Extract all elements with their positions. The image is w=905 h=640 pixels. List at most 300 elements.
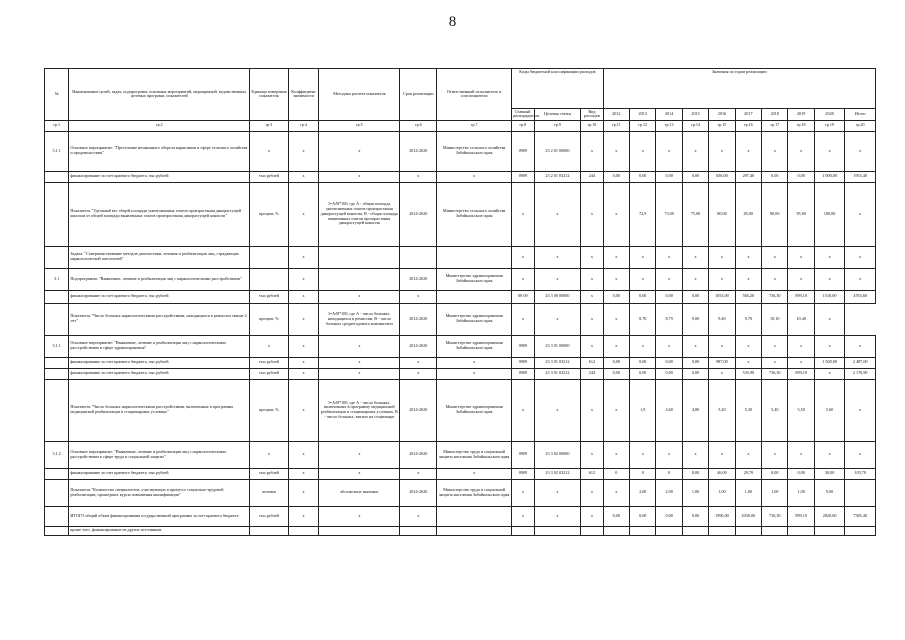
table-cell: 100,00 xyxy=(814,182,844,246)
table-cell: 2014-2020 xyxy=(400,379,437,441)
table-cell: х xyxy=(400,506,437,526)
table-cell: х xyxy=(630,131,656,171)
header-row xyxy=(45,69,876,109)
header-period: Срок реализации xyxy=(400,69,437,121)
table-cell: 0909 xyxy=(512,131,534,171)
table-row xyxy=(45,506,876,526)
table-cell: 899,10 xyxy=(788,368,814,379)
table-cell: 0,00 xyxy=(656,290,682,303)
table-cell: 612 xyxy=(581,357,603,368)
table-cell: 5,50 xyxy=(788,379,814,441)
table-row xyxy=(45,290,876,303)
table-cell: х xyxy=(319,441,400,468)
table-cell: 2 170,90 xyxy=(845,368,876,379)
table-cell: 73,00 xyxy=(656,182,682,246)
table-cell: х xyxy=(845,268,876,290)
column-number-cell: гр.5 xyxy=(319,120,400,131)
table-cell: х xyxy=(319,357,400,368)
table-cell: 3.1.1 xyxy=(45,131,69,171)
table-cell: х xyxy=(735,131,761,171)
table-cell xyxy=(45,246,69,268)
table-cell: Министерство труда и социальной защиты населения Забайкальского края xyxy=(437,441,512,468)
table-cell: х xyxy=(709,131,735,171)
table-cell: 3.1.2 xyxy=(45,441,69,468)
table-cell: 0,00 xyxy=(603,506,629,526)
table-cell xyxy=(735,526,761,535)
header-year: 2019 xyxy=(788,109,814,121)
table-row xyxy=(45,131,876,171)
table-cell: 23 3 02 00000 xyxy=(534,441,581,468)
table-cell: х xyxy=(512,246,534,268)
table-cell: х xyxy=(581,506,603,526)
table-row xyxy=(45,357,876,368)
table-cell xyxy=(581,526,603,535)
table-cell: 0 xyxy=(630,468,656,479)
table-cell: х xyxy=(400,357,437,368)
table-cell: 1990,00 xyxy=(709,506,735,526)
table-cell: х xyxy=(735,357,761,368)
table-cell: х xyxy=(762,246,788,268)
table-cell: х xyxy=(581,268,603,290)
table-cell: 612 xyxy=(581,468,603,479)
table-cell: х xyxy=(656,441,682,468)
table-cell: 0909 xyxy=(512,171,534,182)
table-cell xyxy=(45,182,69,246)
table-cell: х xyxy=(682,335,708,357)
row-name-cell: кроме того, финансирование из других источников: xyxy=(69,526,250,535)
header-year: 2016 xyxy=(709,109,735,121)
page-number: 8 xyxy=(448,14,457,30)
table-cell: 0,00 xyxy=(788,171,814,182)
table-cell: х xyxy=(709,368,735,379)
table-cell: х xyxy=(656,246,682,268)
table-cell: х xyxy=(581,182,603,246)
table-cell: х xyxy=(682,441,708,468)
column-number-row xyxy=(45,120,876,131)
table-cell: 2,00 xyxy=(656,479,682,506)
table-cell: х xyxy=(788,441,814,468)
table-cell: х xyxy=(319,290,400,303)
row-name-cell: Показатель "Удельный вес общей площади уничтоженных очагов произрастания дикорастущей конопли от общей площади выявленных очагов произрастания дикорастущей конопли" xyxy=(69,182,250,246)
table-cell: х xyxy=(682,131,708,171)
table-cell: 8,79 xyxy=(656,303,682,335)
table-cell: х xyxy=(288,171,318,182)
header-code-col: Вид расходов xyxy=(581,109,603,121)
table-cell: х xyxy=(534,479,581,506)
table-cell xyxy=(656,526,682,535)
table-cell: х xyxy=(630,268,656,290)
header-year: 2017 xyxy=(735,109,761,121)
column-number-cell: гр.4 xyxy=(288,120,318,131)
table-cell: х xyxy=(788,335,814,357)
table-cell xyxy=(319,526,400,535)
table-cell: х xyxy=(603,335,629,357)
row-name-cell: Показатель "Число больных наркологическими расстройствами, включенных в программы медицинской реабилитации в стационарных условиях" xyxy=(69,379,250,441)
table-cell: 5,30 xyxy=(735,379,761,441)
table-cell: тыс.рублей xyxy=(250,368,289,379)
table-cell: х xyxy=(735,335,761,357)
table-cell xyxy=(630,526,656,535)
table-cell: 987,00 xyxy=(709,357,735,368)
column-number-cell: гр.1 xyxy=(45,120,69,131)
table-cell: х xyxy=(682,268,708,290)
table-cell: х xyxy=(512,268,534,290)
header-total: Итого xyxy=(845,109,876,121)
table-cell: 08 09 xyxy=(512,290,534,303)
column-number-cell: гр.18 xyxy=(788,120,814,131)
table-cell: 10,40 xyxy=(788,303,814,335)
table-cell: х xyxy=(845,441,876,468)
header-codes-group: Коды бюджетной классификации расходов xyxy=(512,69,603,109)
table-cell: х xyxy=(814,441,844,468)
table-cell xyxy=(45,479,69,506)
column-number-cell: гр.14 xyxy=(682,120,708,131)
table-cell: I=A/B*100, где А - число больных, находящихся в ремиссии, В - число больных среднегодового контингента xyxy=(319,303,400,335)
table-cell: 10,10 xyxy=(762,303,788,335)
header-year: 2014 xyxy=(656,109,682,121)
row-name-cell: финансирование за счет краевого бюджета, тыс.рублей xyxy=(69,290,250,303)
table-cell xyxy=(45,468,69,479)
table-cell: х xyxy=(288,131,318,171)
table-cell xyxy=(45,526,69,535)
table-cell: х xyxy=(735,441,761,468)
table-cell: 23 3 00 00000 xyxy=(534,290,581,303)
table-cell xyxy=(400,246,437,268)
table-cell: х xyxy=(762,335,788,357)
table-cell: 1953,40 xyxy=(845,171,876,182)
table-cell: 2014-2020 xyxy=(400,479,437,506)
table-cell: 2014-2020 xyxy=(400,441,437,468)
table-cell: 3.1.1 xyxy=(45,335,69,357)
table-cell: 0909 xyxy=(512,468,534,479)
table-cell: х xyxy=(288,246,318,268)
column-number-cell: гр.8 xyxy=(512,120,534,131)
table-cell: х xyxy=(735,268,761,290)
row-name-cell: Показатель "Количество специалистов, участвующих в процессе социально-трудовой реабилитации, прошедших курсы повышения квалификации" xyxy=(69,479,250,506)
table-cell: Министерство здравоохранения Забайкальского края xyxy=(437,335,512,357)
column-number-cell: гр.2 xyxy=(69,120,250,131)
table-cell: х xyxy=(319,335,400,357)
table-cell: 297,40 xyxy=(735,171,761,182)
table-cell: х xyxy=(288,303,318,335)
table-cell: х xyxy=(630,441,656,468)
table-cell: х xyxy=(762,357,788,368)
table-cell: 23 3 01 00000 xyxy=(534,335,581,357)
table-cell: х xyxy=(288,506,318,526)
table-cell: 0,00 xyxy=(630,171,656,182)
table-cell: 0,00 xyxy=(603,357,629,368)
table-cell: х xyxy=(656,268,682,290)
table-cell: 9,70 xyxy=(735,303,761,335)
table-cell xyxy=(845,526,876,535)
table-cell: 9,00 xyxy=(682,303,708,335)
table-cell: 1053,00 xyxy=(709,290,735,303)
table-cell: 2,00 xyxy=(630,479,656,506)
table-cell: 1,00 xyxy=(709,479,735,506)
table-cell: 0,00 xyxy=(682,368,708,379)
row-name-cell: Основное мероприятие: "Пресечение незаконного оборота наркотиков в сфере сельского хозяйства и продовольствия" xyxy=(69,131,250,171)
table-cell: 1,9 xyxy=(630,379,656,441)
table-cell: х xyxy=(437,357,512,368)
table-cell: 0,00 xyxy=(656,357,682,368)
header-year: 2018 xyxy=(762,109,788,121)
table-cell: х xyxy=(288,479,318,506)
table-cell: х xyxy=(581,479,603,506)
table-cell: 656,00 xyxy=(709,171,735,182)
table-cell: х xyxy=(630,335,656,357)
table-cell: х xyxy=(630,246,656,268)
program-table xyxy=(44,68,876,536)
row-name-cell: ИТОГО общий объем финансирования государственной программы за счет краевого бюджета xyxy=(69,506,250,526)
row-name-cell: финансирование за счет краевого бюджета, тыс.рублей xyxy=(69,368,250,379)
table-cell xyxy=(762,526,788,535)
table-cell: 9,00 xyxy=(814,479,844,506)
header-coef: Коэффициент значимости xyxy=(288,69,318,121)
table-cell: 0 xyxy=(656,468,682,479)
table-cell: 5,20 xyxy=(709,379,735,441)
table-cell: тыс.рублей xyxy=(250,357,289,368)
table-cell xyxy=(437,246,512,268)
table-cell: х xyxy=(814,131,844,171)
table-cell: 23 3 01 03212 xyxy=(534,357,581,368)
table-cell: х xyxy=(845,335,876,357)
table-cell: х xyxy=(534,182,581,246)
table-cell: х xyxy=(788,246,814,268)
column-number-cell: гр.6 xyxy=(400,120,437,131)
table-cell: х xyxy=(512,479,534,506)
table-cell xyxy=(845,479,876,506)
table-cell: 0,00 xyxy=(656,506,682,526)
table-cell xyxy=(534,526,581,535)
table-cell: Министерство здравоохранения Забайкальского края xyxy=(437,303,512,335)
table-cell: 0,00 xyxy=(603,171,629,182)
table-cell: 9,40 xyxy=(709,303,735,335)
table-cell: 0,00 xyxy=(603,368,629,379)
table-cell: х xyxy=(288,441,318,468)
table-cell: х xyxy=(581,335,603,357)
header-no: № xyxy=(45,69,69,121)
table-cell xyxy=(250,526,289,535)
table-cell: х xyxy=(512,303,534,335)
table-cell: х xyxy=(814,246,844,268)
table-cell: х xyxy=(534,303,581,335)
table-cell: 0909 xyxy=(512,441,534,468)
table-cell xyxy=(250,268,289,290)
table-cell: х xyxy=(581,303,603,335)
table-cell: 0,00 xyxy=(682,506,708,526)
table-cell: 30,00 xyxy=(814,468,844,479)
table-cell: х xyxy=(288,468,318,479)
table-cell: абсолютное значение xyxy=(319,479,400,506)
header-year: 2012 xyxy=(603,109,629,121)
column-number-cell: гр.12 xyxy=(630,120,656,131)
table-cell: 0,00 xyxy=(630,506,656,526)
table-cell: х xyxy=(603,182,629,246)
table-cell: х xyxy=(845,182,876,246)
table-row xyxy=(45,182,876,246)
header-unit: Единица измерения показателя xyxy=(250,69,289,121)
table-cell: х xyxy=(581,379,603,441)
table-cell xyxy=(788,526,814,535)
table-cell: 95,00 xyxy=(788,182,814,246)
table-cell: 1 000,00 xyxy=(814,171,844,182)
table-cell: 0,00 xyxy=(603,290,629,303)
table-cell xyxy=(250,246,289,268)
column-number-cell: гр.13 xyxy=(656,120,682,131)
table-cell: х xyxy=(288,368,318,379)
table-cell: х xyxy=(534,268,581,290)
table-cell: х xyxy=(288,335,318,357)
table-cell: 736,30 xyxy=(762,368,788,379)
table-cell: человек xyxy=(250,479,289,506)
table-cell: х xyxy=(788,131,814,171)
table-cell: х xyxy=(814,368,844,379)
table-cell: х xyxy=(709,441,735,468)
table-cell: 535,90 xyxy=(735,368,761,379)
table-cell: I=A/B*100, где А - число больных, включенных в программу медицинской реабилитации в стационарных условиях, В - число больных, взятых на стационаре xyxy=(319,379,400,441)
header-name: Наименование целей, задач, подпрограмм, основных мероприятий, мероприятий, ведомственных целевых программ, показателей xyxy=(69,69,250,121)
table-cell: 4,80 xyxy=(682,379,708,441)
table-cell: х xyxy=(581,290,603,303)
header-code-col: Целевая статья xyxy=(534,109,581,121)
table-cell: х xyxy=(534,506,581,526)
table-cell: х xyxy=(814,335,844,357)
table-cell: х xyxy=(534,246,581,268)
table-cell: х xyxy=(603,131,629,171)
table-cell: 0,00 xyxy=(682,171,708,182)
row-name-cell: финансирование за счет краевого бюджета, тыс.рублей xyxy=(69,171,250,182)
table-cell: 0,00 xyxy=(630,368,656,379)
table-cell: Министерство здравоохранения Забайкальского края xyxy=(437,379,512,441)
table-cell: х xyxy=(656,335,682,357)
table-cell: 0909 xyxy=(512,335,534,357)
table-cell: 736,30 xyxy=(762,506,788,526)
table-cell: 7385,40 xyxy=(845,506,876,526)
table-cell: 2014-2020 xyxy=(400,335,437,357)
table-cell: 0,00 xyxy=(682,357,708,368)
table-cell: 565,20 xyxy=(735,290,761,303)
table-cell: х xyxy=(788,357,814,368)
table-cell xyxy=(45,506,69,526)
table-cell: х xyxy=(250,335,289,357)
table-cell: Министерство труда и социальной защиты населения Забайкальского края xyxy=(437,479,512,506)
table-cell: 0,00 xyxy=(762,171,788,182)
table-cell: 244 xyxy=(581,171,603,182)
table-cell: х xyxy=(319,131,400,171)
table-cell: х xyxy=(400,368,437,379)
table-row xyxy=(45,441,876,468)
table-cell xyxy=(319,246,400,268)
table-cell: 1 500,00 xyxy=(814,357,844,368)
table-row xyxy=(45,368,876,379)
table-cell: х xyxy=(735,246,761,268)
table-cell: 0,00 xyxy=(682,290,708,303)
header-year: 2020 xyxy=(814,109,844,121)
table-cell: 0,00 xyxy=(630,357,656,368)
column-number-cell: гр.19 xyxy=(814,120,844,131)
table-cell: х xyxy=(581,131,603,171)
table-cell: процент, % xyxy=(250,379,289,441)
table-body xyxy=(45,120,876,535)
table-cell xyxy=(814,526,844,535)
table-cell: х xyxy=(845,379,876,441)
table-cell: 0,00 xyxy=(630,290,656,303)
header-year: 2013 xyxy=(630,109,656,121)
table-cell: I=A/B*100, где А - общая площадь уничтоженных очагов произрастания дикорастущей конопли; В - общая площадь выявленных очагов произрастания дикорастущей конопли xyxy=(319,182,400,246)
table-cell: 23 2 01 00000 xyxy=(534,131,581,171)
table-cell: х xyxy=(845,246,876,268)
table-row xyxy=(45,171,876,182)
table-cell: 0,00 xyxy=(656,368,682,379)
table-row xyxy=(45,246,876,268)
table-cell: 4763,60 xyxy=(845,290,876,303)
table-cell: 0,00 xyxy=(656,171,682,182)
table-cell: х xyxy=(437,468,512,479)
table-cell: Министерство сельского хозяйства Забайкальского края xyxy=(437,182,512,246)
column-number-cell: гр.17 xyxy=(762,120,788,131)
table-cell: процент, % xyxy=(250,182,289,246)
table-cell: 2030,00 xyxy=(735,506,761,526)
table-row xyxy=(45,479,876,506)
table-cell xyxy=(682,526,708,535)
column-number-cell: гр.3 xyxy=(250,120,289,131)
table-cell: х xyxy=(814,303,844,335)
header-code-col: Главный распорядитель xyxy=(513,108,540,119)
table-cell xyxy=(45,368,69,379)
row-name-cell: Подпрограмма: "Выявление, лечение и реабилитация лиц с наркологическими расстройствами" xyxy=(69,268,250,290)
table-cell xyxy=(45,303,69,335)
header-method: Методика расчета показателя xyxy=(319,69,400,121)
table-cell: х xyxy=(319,368,400,379)
table-cell: тыс.рублей xyxy=(250,506,289,526)
table-cell: х xyxy=(250,441,289,468)
table-cell: 105,70 xyxy=(845,468,876,479)
table-cell: тыс.рублей xyxy=(250,468,289,479)
row-name-cell: финансирование за счет краевого бюджета, тыс.рублей xyxy=(69,357,250,368)
table-cell xyxy=(45,379,69,441)
table-cell: 23 3 02 03212 xyxy=(534,468,581,479)
table-cell: 29,70 xyxy=(735,468,761,479)
table-cell: 5,60 xyxy=(814,379,844,441)
table-cell: тыс.рублей xyxy=(250,171,289,182)
table-cell: 80,00 xyxy=(709,182,735,246)
row-name-cell: Показатель "Число больных наркологическими расстройствами, находящихся в ремиссии свыше 2 лет" xyxy=(69,303,250,335)
table-cell: х xyxy=(512,379,534,441)
table-cell: х xyxy=(603,303,629,335)
row-name-cell: Задача: "Совершенствование методов диагностики, лечения и реабилитации лиц, страдающих наркологической патологией" xyxy=(69,246,250,268)
table-cell: х xyxy=(288,268,318,290)
table-cell xyxy=(437,506,512,526)
table-cell: х xyxy=(603,441,629,468)
table-cell: 2014-2020 xyxy=(400,131,437,171)
table-cell: х xyxy=(250,131,289,171)
table-cell: х xyxy=(288,182,318,246)
column-number-cell: гр.10 xyxy=(581,120,603,131)
table-cell: 1,00 xyxy=(762,479,788,506)
row-name-cell: финансирование за счет краевого бюджета, тыс.рублей xyxy=(69,468,250,479)
table-cell: х xyxy=(682,246,708,268)
table-cell xyxy=(709,526,735,535)
table-cell xyxy=(288,526,318,535)
table-cell: х xyxy=(762,268,788,290)
table-cell: х xyxy=(437,171,512,182)
table-cell xyxy=(45,290,69,303)
table-cell: х xyxy=(288,290,318,303)
table-cell: х xyxy=(709,335,735,357)
table-cell: х xyxy=(603,246,629,268)
table-cell: х xyxy=(400,290,437,303)
table-cell: тыс.рублей xyxy=(250,290,289,303)
